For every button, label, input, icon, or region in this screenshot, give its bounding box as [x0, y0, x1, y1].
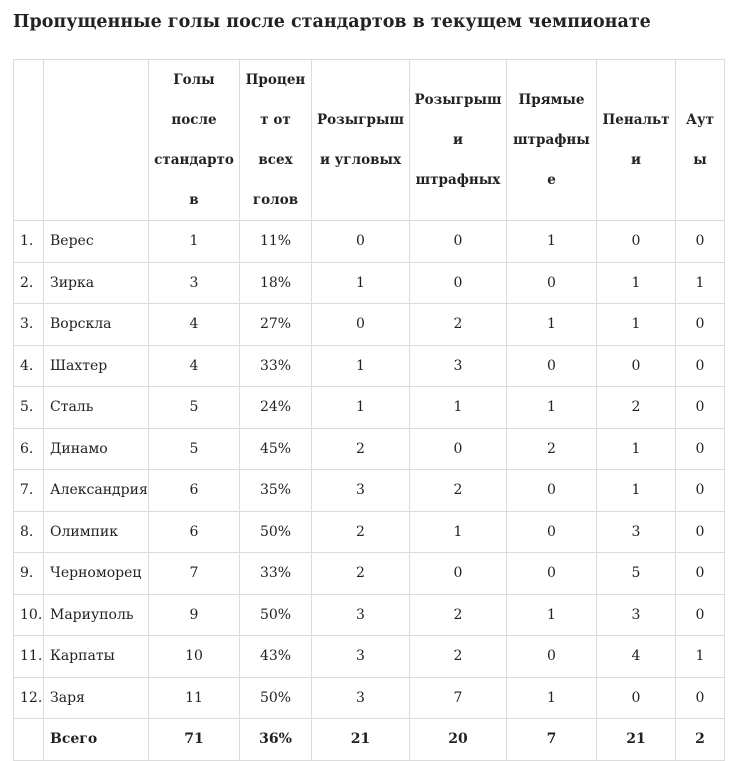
cell-team: Карпаты [44, 636, 149, 678]
cell-goals: 6 [149, 511, 240, 553]
table-row [14, 470, 725, 512]
cell-team: Шахтер [44, 345, 149, 387]
cell-penalties: 1 [597, 304, 676, 346]
cell-direct-freekicks: 7 [507, 719, 597, 761]
cell-goals: 1 [149, 221, 240, 263]
cell-team: Олимпик [44, 511, 149, 553]
cell-throwins: 1 [676, 262, 725, 304]
cell-corners: 3 [312, 636, 410, 678]
cell-penalties: 21 [597, 719, 676, 761]
cell-penalties: 2 [597, 387, 676, 429]
cell-direct-freekicks: 0 [507, 511, 597, 553]
cell-freekicks: 7 [410, 677, 507, 719]
header-team [44, 60, 149, 221]
cell-number: 8. [14, 511, 44, 553]
header-penalties: Пенальти [597, 60, 676, 221]
table-row [14, 262, 725, 304]
cell-freekicks: 20 [410, 719, 507, 761]
cell-freekicks: 2 [410, 594, 507, 636]
cell-goals: 10 [149, 636, 240, 678]
cell-percent: 50% [240, 511, 312, 553]
cell-direct-freekicks: 0 [507, 262, 597, 304]
cell-number: 5. [14, 387, 44, 429]
table-row [14, 345, 725, 387]
cell-throwins: 2 [676, 719, 725, 761]
cell-penalties: 4 [597, 636, 676, 678]
cell-percent: 33% [240, 553, 312, 595]
cell-corners: 1 [312, 262, 410, 304]
header-freekicks: Розыгрыши штрафных [410, 60, 507, 221]
cell-corners: 3 [312, 594, 410, 636]
cell-freekicks: 1 [410, 387, 507, 429]
cell-goals: 6 [149, 470, 240, 512]
cell-penalties: 3 [597, 511, 676, 553]
cell-direct-freekicks: 0 [507, 345, 597, 387]
cell-percent: 35% [240, 470, 312, 512]
cell-team: Ворскла [44, 304, 149, 346]
cell-corners: 1 [312, 387, 410, 429]
cell-throwins: 0 [676, 221, 725, 263]
cell-direct-freekicks: 0 [507, 636, 597, 678]
cell-freekicks: 0 [410, 553, 507, 595]
cell-percent: 36% [240, 719, 312, 761]
cell-number: 2. [14, 262, 44, 304]
cell-throwins: 0 [676, 470, 725, 512]
cell-percent: 50% [240, 677, 312, 719]
header-percent: Процент от всех голов [240, 60, 312, 221]
cell-team: Зирка [44, 262, 149, 304]
cell-goals: 5 [149, 387, 240, 429]
cell-corners: 3 [312, 470, 410, 512]
cell-direct-freekicks: 1 [507, 387, 597, 429]
cell-throwins: 0 [676, 553, 725, 595]
cell-penalties: 3 [597, 594, 676, 636]
cell-goals: 4 [149, 304, 240, 346]
cell-direct-freekicks: 2 [507, 428, 597, 470]
cell-direct-freekicks: 1 [507, 677, 597, 719]
cell-number: 12. [14, 677, 44, 719]
header-row [14, 60, 725, 221]
cell-corners: 1 [312, 345, 410, 387]
cell-corners: 0 [312, 304, 410, 346]
cell-number: 3. [14, 304, 44, 346]
cell-direct-freekicks: 1 [507, 304, 597, 346]
cell-percent: 33% [240, 345, 312, 387]
cell-team: Всего [44, 719, 149, 761]
cell-goals: 7 [149, 553, 240, 595]
cell-throwins: 1 [676, 636, 725, 678]
cell-number: 4. [14, 345, 44, 387]
cell-number: 11. [14, 636, 44, 678]
cell-direct-freekicks: 1 [507, 594, 597, 636]
cell-freekicks: 2 [410, 304, 507, 346]
cell-direct-freekicks: 0 [507, 470, 597, 512]
cell-number: 10. [14, 594, 44, 636]
header-goals: Голы после стандартов [149, 60, 240, 221]
cell-team: Сталь [44, 387, 149, 429]
cell-throwins: 0 [676, 511, 725, 553]
cell-throwins: 0 [676, 387, 725, 429]
header-throwins: Ауты [676, 60, 725, 221]
cell-team: Заря [44, 677, 149, 719]
cell-penalties: 1 [597, 262, 676, 304]
cell-corners: 2 [312, 553, 410, 595]
cell-throwins: 0 [676, 594, 725, 636]
table-row [14, 511, 725, 553]
table-row [14, 553, 725, 595]
cell-penalties: 1 [597, 470, 676, 512]
cell-freekicks: 0 [410, 262, 507, 304]
cell-corners: 2 [312, 428, 410, 470]
cell-percent: 24% [240, 387, 312, 429]
cell-freekicks: 2 [410, 470, 507, 512]
cell-freekicks: 2 [410, 636, 507, 678]
cell-throwins: 0 [676, 304, 725, 346]
cell-number: 7. [14, 470, 44, 512]
cell-number: 6. [14, 428, 44, 470]
cell-goals: 5 [149, 428, 240, 470]
table-row [14, 594, 725, 636]
total-row [14, 719, 725, 761]
cell-corners: 2 [312, 511, 410, 553]
header-direct-freekicks: Прямые штрафные [507, 60, 597, 221]
cell-goals: 71 [149, 719, 240, 761]
cell-percent: 11% [240, 221, 312, 263]
cell-goals: 3 [149, 262, 240, 304]
cell-goals: 4 [149, 345, 240, 387]
cell-percent: 18% [240, 262, 312, 304]
cell-throwins: 0 [676, 428, 725, 470]
cell-percent: 50% [240, 594, 312, 636]
cell-direct-freekicks: 1 [507, 221, 597, 263]
cell-team: Динамо [44, 428, 149, 470]
cell-number: 9. [14, 553, 44, 595]
cell-corners: 0 [312, 221, 410, 263]
cell-penalties: 0 [597, 677, 676, 719]
cell-percent: 45% [240, 428, 312, 470]
cell-freekicks: 3 [410, 345, 507, 387]
cell-freekicks: 1 [410, 511, 507, 553]
cell-number [14, 719, 44, 761]
set-pieces-table [13, 59, 725, 761]
header-corners: Розыгрыши угловых [312, 60, 410, 221]
cell-throwins: 0 [676, 677, 725, 719]
cell-goals: 9 [149, 594, 240, 636]
cell-team: Верес [44, 221, 149, 263]
table-row [14, 677, 725, 719]
cell-number: 1. [14, 221, 44, 263]
table-row [14, 387, 725, 429]
cell-percent: 27% [240, 304, 312, 346]
cell-corners: 3 [312, 677, 410, 719]
cell-freekicks: 0 [410, 221, 507, 263]
cell-team: Александрия [44, 470, 149, 512]
cell-penalties: 5 [597, 553, 676, 595]
cell-freekicks: 0 [410, 428, 507, 470]
table-row [14, 304, 725, 346]
header-number [14, 60, 44, 221]
table-row [14, 428, 725, 470]
cell-corners: 21 [312, 719, 410, 761]
cell-penalties: 0 [597, 345, 676, 387]
cell-penalties: 0 [597, 221, 676, 263]
cell-percent: 43% [240, 636, 312, 678]
cell-team: Черноморец [44, 553, 149, 595]
page-title: Пропущенные голы после стандартов в текущем чемпионате [13, 12, 651, 32]
cell-throwins: 0 [676, 345, 725, 387]
table-row [14, 221, 725, 263]
cell-team: Мариуполь [44, 594, 149, 636]
cell-direct-freekicks: 0 [507, 553, 597, 595]
cell-penalties: 1 [597, 428, 676, 470]
cell-goals: 11 [149, 677, 240, 719]
table-row [14, 636, 725, 678]
